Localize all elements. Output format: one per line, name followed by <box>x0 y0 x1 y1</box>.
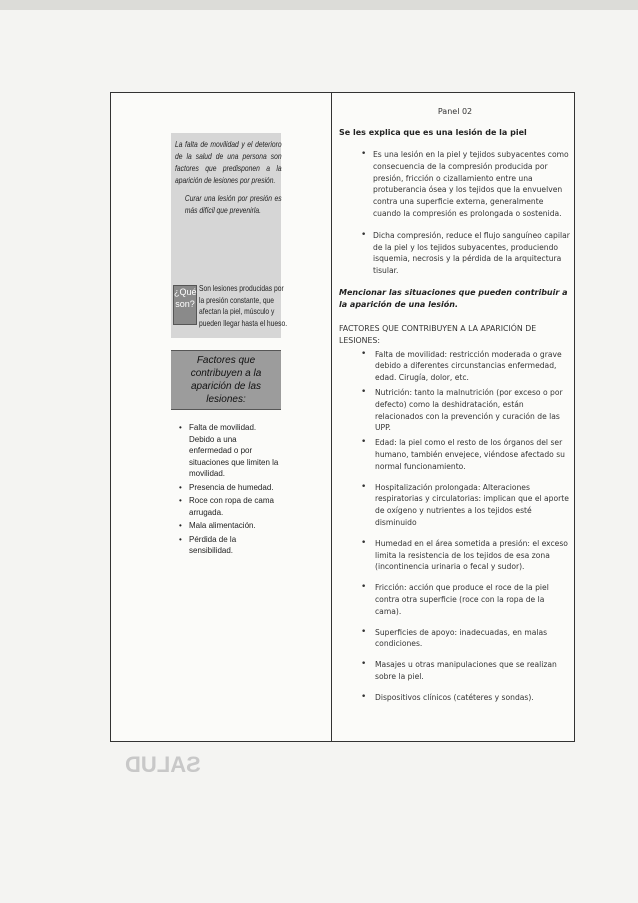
right-factor-item: • Humedad en el área sometida a presión: el exceso limita la resistencia de los tejidos de esa zona (incontinencia urinaria o fecal y sudor). <box>339 538 571 573</box>
left-info-panel <box>171 133 288 338</box>
intro-paragraph-1: La falta de movilidad y el deterioro de la salud de una persona son factores que predisponen a la aparición de lesiones por presión. <box>175 140 282 185</box>
left-factor-item: • Presencia de humedad. <box>179 482 281 494</box>
what-are-they-text: Son lesiones producidas por la presión constante, que afectan la piel, músculo y pueden llegar hasta el hueso. <box>199 284 288 328</box>
panel-label: Panel 02 <box>437 107 473 116</box>
right-factor-item: • Falta de movilidad: restricción moderada o grave debido a diferentes circunstancias enfermedad, edad. Cirugía, dolor, etc. <box>339 349 571 384</box>
explanation-item: • Dicha compresión, reduce el flujo sanguíneo capilar de la piel y los tejidos subyacentes, produciendo isquemia, necrosis y la pérdida de la arquitectura tisular. <box>339 230 571 277</box>
left-factor-item: • Mala alimentación. <box>179 520 281 532</box>
right-column <box>339 107 571 712</box>
right-factors-list <box>339 349 571 704</box>
right-factors-title: FACTORES QUE CONTRIBUYEN A LA APARICIÓN DE LESIONES: <box>339 323 537 345</box>
right-factor-item: • Masajes u otras manipulaciones que se realizan sobre la piel. <box>339 659 571 683</box>
right-factor-item: • Fricción: acción que produce el roce de la piel contra otra superficie (roce con la ropa de la cama). <box>339 582 571 617</box>
what-are-they-box: ¿Qué son? <box>173 285 197 325</box>
question-prompt: Mencionar las situaciones que pueden contribuir a la aparición de una lesión. <box>339 287 568 309</box>
right-factor-item: • Nutrición: tanto la malnutrición (por exceso o por defecto) como la deshidratación, están relacionados con la prevención y curación de las UPP. <box>339 387 571 434</box>
right-heading: Se les explica que es una lesión de la piel <box>339 128 527 137</box>
document-table <box>110 92 575 742</box>
column-divider <box>331 93 332 741</box>
right-factor-item: • Edad: la piel como el resto de los órganos del ser humano, también envejece, viéndose afectado su normal funcionamiento. <box>339 437 571 472</box>
left-factor-item: • Falta de movilidad. Debido a una enfermedad o por situaciones que limiten la movilidad. <box>179 422 281 480</box>
left-intro-text <box>175 139 282 217</box>
left-factor-item: • Roce con ropa de cama arrugada. <box>179 495 281 518</box>
intro-paragraph-2: Curar una lesión por presión es más difícil que prevenirla. <box>184 194 282 215</box>
right-factor-item: • Dispositivos clínicos (catéteres y sondas). <box>339 692 571 704</box>
page-top-edge <box>0 0 638 10</box>
right-factor-item: • Hospitalización prolongada: Alteraciones respiratorias y circulatorias: implican que el aporte de oxígeno y nutrientes a los tejidos esté disminuido <box>339 482 571 529</box>
left-column <box>171 133 288 559</box>
explanation-item: • Es una lesión en la piel y tejidos subyacentes como consecuencia de la compresión producida por presión, fricción o cizallamiento entre una protuberancia ósea y los tejidos que la envuelven contra una superficie externa, generalmente cuando la compresión es prolongada o sostenida. <box>339 149 571 220</box>
explanation-list <box>339 149 571 277</box>
left-factors-title: Factores que contribuyen a la aparición de las lesiones: <box>171 350 281 410</box>
right-factor-item: • Superficies de apoyo: inadecuadas, en malas condiciones. <box>339 627 571 651</box>
left-factor-item: • Pérdida de la sensibilidad. <box>179 534 281 557</box>
bleed-through-logo: SALUD <box>125 752 201 777</box>
left-factors-list <box>171 422 281 557</box>
